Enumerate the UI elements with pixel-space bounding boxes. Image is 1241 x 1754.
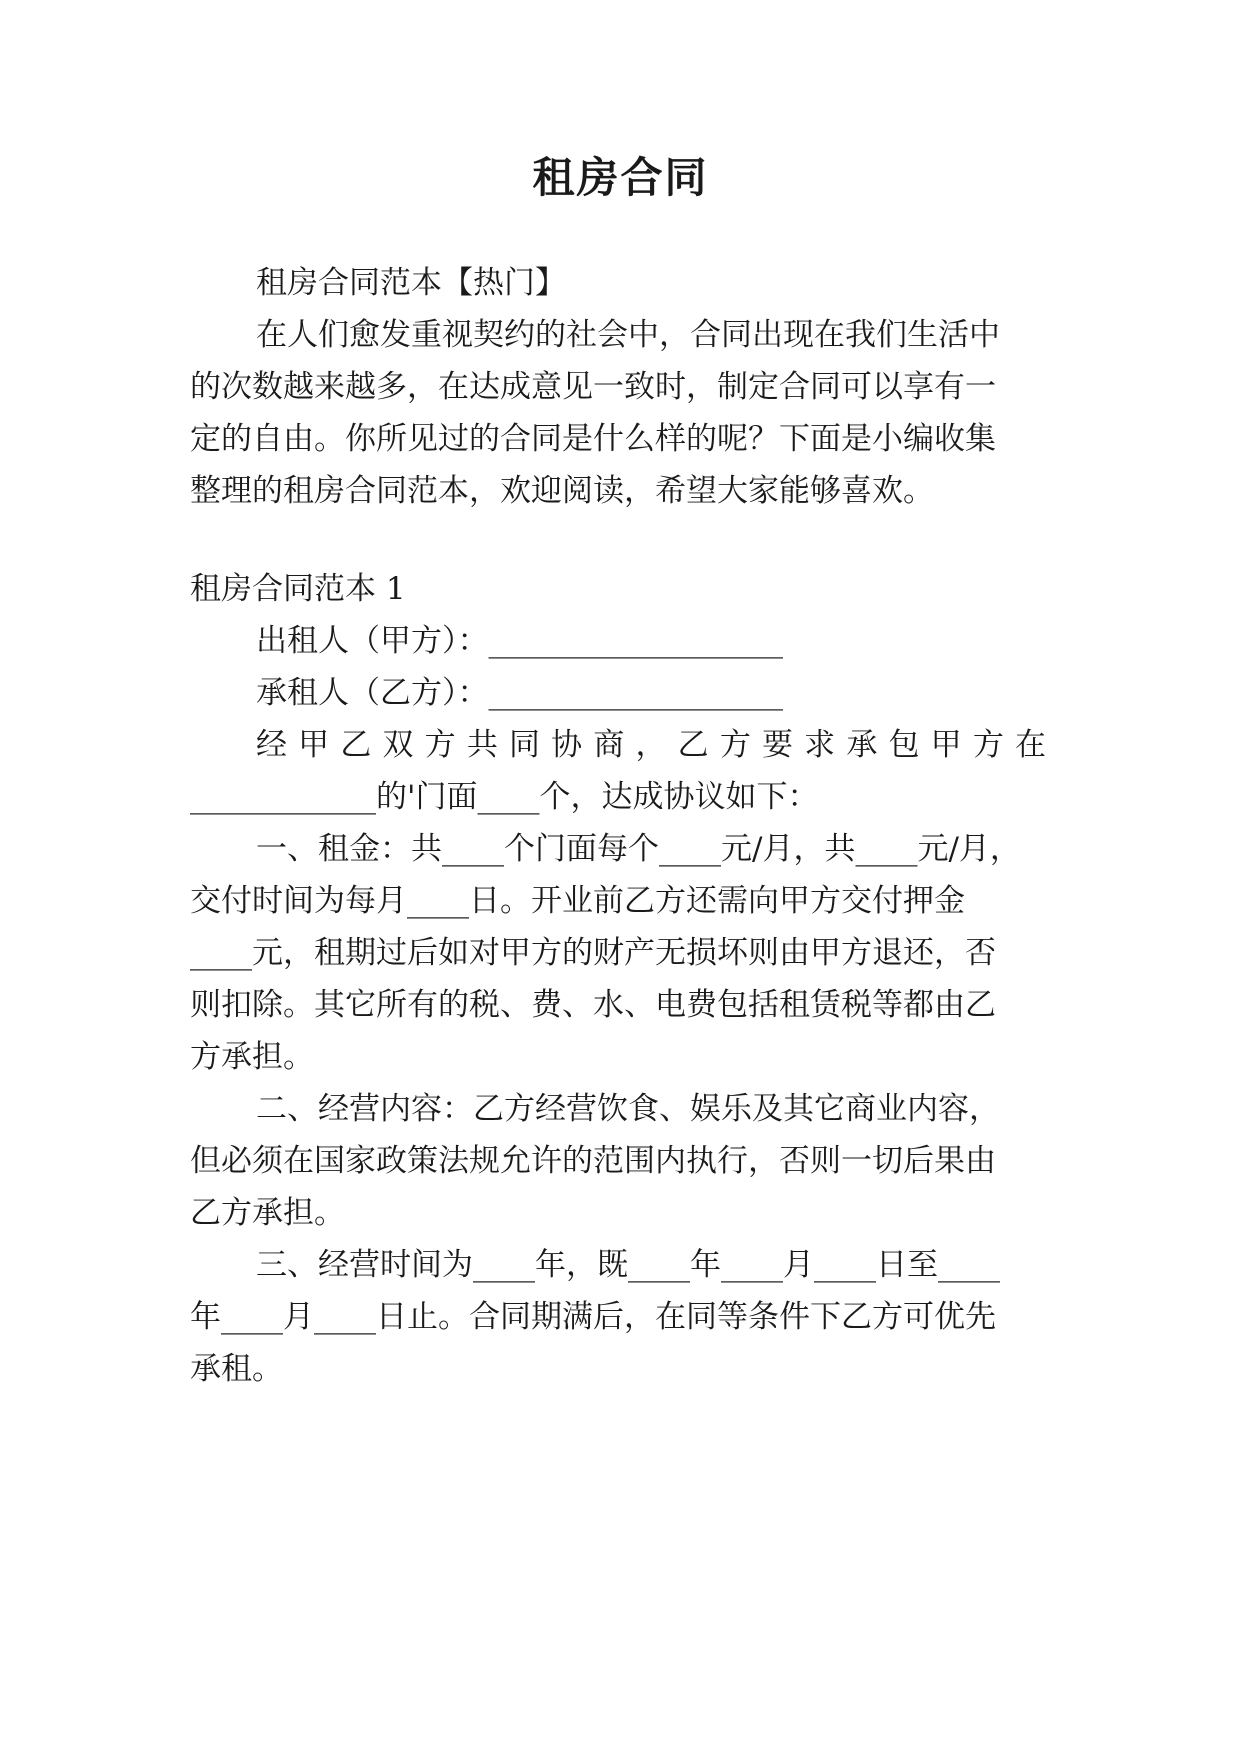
paragraph-line: 经甲乙双方共同协商，乙方要求承包甲方在 xyxy=(256,727,1046,763)
paragraph-line: 年____月____日止。合同期满后，在同等条件下乙方可优先 xyxy=(190,1299,996,1335)
document-title: 租房合同 xyxy=(532,153,709,202)
clause-business-content: 二、经营内容：乙方经营饮食、娱乐及其它商业内容， xyxy=(256,1091,1000,1127)
paragraph-line: 乙方承担。 xyxy=(190,1195,345,1231)
paragraph-line: 方承担。 xyxy=(190,1039,314,1075)
paragraph-line: ____________的'门面____个，达成协议如下： xyxy=(190,779,819,815)
landlord-field: 出租人（甲方）：___________________ xyxy=(256,623,783,659)
paragraph-line: 整理的租房合同范本，欢迎阅读，希望大家能够喜欢。 xyxy=(190,473,934,509)
section-heading: 租房合同范本 1 xyxy=(190,571,406,607)
paragraph-line: ____元，租期过后如对甲方的财产无损坏则由甲方退还，否 xyxy=(190,935,996,971)
paragraph-line: 但必须在国家政策法规允许的范围内执行，否则一切后果由 xyxy=(190,1143,996,1179)
clause-business-time: 三、经营时间为____年，既____年____月____日至____ xyxy=(256,1247,1000,1283)
paragraph-line: 交付时间为每月____日。开业前乙方还需向甲方交付押金 xyxy=(190,883,965,919)
paragraph-line: 的次数越来越多，在达成意见一致时，制定合同可以享有一 xyxy=(190,369,996,405)
tenant-field: 承租人（乙方）：___________________ xyxy=(256,675,783,711)
paragraph-line: 在人们愈发重视契约的社会中，合同出现在我们生活中 xyxy=(256,317,1000,353)
paragraph-line: 承租。 xyxy=(190,1351,283,1387)
paragraph-line: 租房合同范本【热门】 xyxy=(256,265,566,301)
paragraph-line: 定的自由。你所见过的合同是什么样的呢？下面是小编收集 xyxy=(190,421,996,457)
clause-rent: 一、租金：共____个门面每个____元/月，共____元/月， xyxy=(256,831,1021,867)
paragraph-line: 则扣除。其它所有的税、费、水、电费包括租赁税等都由乙 xyxy=(190,987,996,1023)
